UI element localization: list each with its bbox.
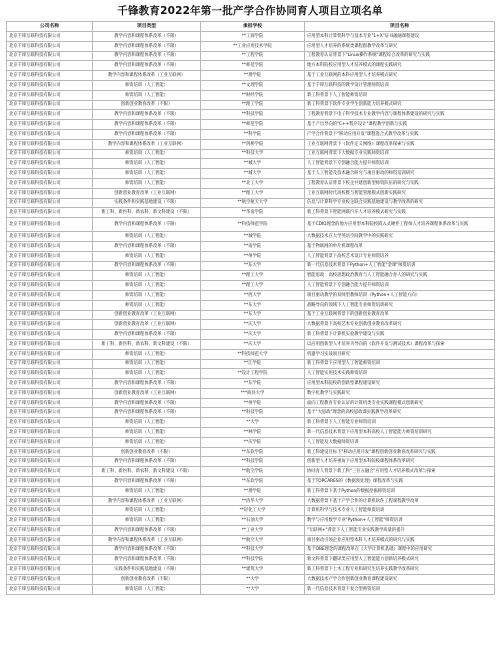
table-cell-company: 北京千锋互联科技有限公司 [7, 457, 93, 467]
table-cell-company: 北京千锋互联科技有限公司 [7, 271, 93, 281]
column-header-project-type: 项目类型 [93, 22, 201, 32]
table-cell-company: 北京千锋互联科技有限公司 [7, 437, 93, 447]
table-cell-project-type: 教学内容和课程体系改革（不限） [93, 61, 201, 71]
table-row [7, 457, 495, 467]
table-row [7, 281, 495, 291]
table-cell-company: 北京千锋互联科技有限公司 [7, 188, 93, 198]
table-cell-project-type: 师资培训（人工智能） [93, 506, 201, 516]
table-cell-project-name: 新一代信息技术背景下应用型本科高校人工智能能力师资培训研究 [305, 428, 495, 438]
table-cell-company: 北京千锋互联科技有限公司 [7, 90, 93, 100]
table-cell-company: 北京千锋互联科技有限公司 [7, 208, 93, 218]
table-cell-school: **工商学院 [201, 32, 305, 42]
table-cell-school: **东软学院 [201, 477, 305, 487]
table-cell-school: **江学院 [201, 359, 305, 369]
table-cell-school: **科技大学 [201, 545, 305, 555]
table-cell-project-name: 新工科背景下土木工程专业和研究生培养实践教学改革研究 [305, 565, 495, 575]
table-cell-project-name: 大数据背景下高校艺术专业创新创业教育改革研究 [305, 320, 495, 330]
table-cell-school: **大学 [201, 418, 305, 428]
table-header-row [7, 22, 495, 32]
table-cell-school: **科技师范大学 [201, 349, 305, 359]
table-row [7, 188, 495, 198]
table-cell-project-type: 教学内容和课程体系改革（工业互联网） [93, 496, 201, 506]
project-table [6, 21, 495, 595]
table-cell-company: 北京千锋互联科技有限公司 [7, 516, 93, 526]
table-cell-company: 北京千锋互联科技有限公司 [7, 496, 93, 506]
table-cell-company: 北京千锋互联科技有限公司 [7, 447, 93, 457]
table-cell-school: **南学院 [201, 241, 305, 251]
table-cell-school: **西大学 [201, 290, 305, 300]
table-cell-project-name: 大数据背景下基于产学合作的计算机软件工程课程教学改革 [305, 496, 495, 506]
table-cell-school: **科技学院 [201, 408, 305, 418]
table-cell-project-name: 工业互联网时代高校暨与智能管理模式创新实践研究 [305, 188, 495, 198]
table-row [7, 526, 495, 536]
table-cell-project-name: 新工科背景下人工智能师资培训 [305, 90, 495, 100]
table-cell-project-name: 新工科背景下应用型人工智能师资培训 [305, 359, 495, 369]
table-cell-project-name: 工程教育认证背景下校企共建创新型师资队伍的研究与实践 [305, 178, 495, 188]
table-cell-project-name: 项目驱动教学的双师型教师培训（Python+人工智能方向） [305, 290, 495, 300]
table-cell-company: 北京千锋互联科技有限公司 [7, 388, 93, 398]
table-cell-project-type: 教学内容和课程体系改革（不限） [93, 41, 201, 51]
table-cell-project-name: 工业互联网背景下大数据专业实践师资培训 [305, 149, 495, 159]
table-cell-company: 北京千锋互联科技有限公司 [7, 218, 93, 232]
table-cell-project-name: 人工智能背景下专创融合能力提升师资培训 [305, 281, 495, 291]
table-cell-company: 北京千锋互联科技有限公司 [7, 61, 93, 71]
table-cell-project-type: 师资培训（人工智能） [93, 349, 201, 359]
table-cell-company: 北京千锋互联科技有限公司 [7, 477, 93, 487]
table-cell-project-name: 基于OBE理念的课程改革在《大学计算机基础》课程中的应用研究 [305, 545, 495, 555]
table-cell-company: 北京千锋互联科技有限公司 [7, 428, 93, 438]
table-cell-project-name: 数学与应用数学专业"Python+人工智能"师资培训 [305, 516, 495, 526]
table-cell-project-type: 师资培训（人工智能） [93, 359, 201, 369]
table-cell-company: 北京千锋互联科技有限公司 [7, 398, 93, 408]
table-row [7, 575, 495, 585]
table-cell-project-type: 教学内容和课程体系改革（不限） [93, 51, 201, 61]
table-cell-project-name: 基于工业互联网的本科应用型人才培养模式研究 [305, 71, 495, 81]
table-cell-project-type: 师资培训（人工智能） [93, 369, 201, 379]
table-row [7, 139, 495, 149]
table-cell-project-type: 教学内容和课程体系改革（不限） [93, 526, 201, 536]
table-row [7, 555, 495, 565]
table-cell-school: **城大学 [201, 169, 305, 179]
table-cell-school: **大学 [201, 584, 305, 594]
table-cell-project-name: 基于产出导向的"C++程序设计"课程教学创新与实践 [305, 120, 495, 130]
table-cell-school: **州学院 [201, 251, 305, 261]
table-cell-company: 北京千锋互联科技有限公司 [7, 506, 93, 516]
table-row [7, 535, 495, 545]
table-cell-company: 北京千锋互联科技有限公司 [7, 300, 93, 310]
table-cell-project-name: 协同育人背景下新工科"三位五融合"应用型人才培养模式改革与探索 [305, 467, 495, 477]
table-row [7, 496, 495, 506]
table-row [7, 251, 495, 261]
table-cell-project-name: 地方本科院校应用型人才培养模式的课程实践研究 [305, 61, 495, 71]
table-cell-company: 北京千锋互联科技有限公司 [7, 139, 93, 149]
table-cell-company: 北京千锋互联科技有限公司 [7, 418, 93, 428]
table-cell-project-name: 面向工程教育专业认证的计算机类专业实践课程模式创新研究 [305, 398, 495, 408]
table-cell-company: 北京千锋互联科技有限公司 [7, 169, 93, 179]
table-row [7, 149, 495, 159]
table-row [7, 241, 495, 251]
table-cell-project-type: 教学内容和课程体系改革（不限） [93, 457, 201, 467]
table-cell-company: 北京千锋互联科技有限公司 [7, 555, 93, 565]
table-cell-company: 北京千锋互联科技有限公司 [7, 584, 93, 594]
table-cell-project-type: 教学内容和课程体系改革（不限） [93, 110, 201, 120]
table-cell-company: 北京千锋互联科技有限公司 [7, 149, 93, 159]
table-cell-school: **建筑大学 [201, 565, 305, 575]
table-cell-project-name: 基于物联网的单片机课程改革 [305, 241, 495, 251]
table-cell-project-type: 教学内容和课程体系改革（不限） [93, 241, 201, 251]
table-cell-project-type: 创新创业教育改革（工业互联网） [93, 388, 201, 398]
table-cell-school: **科学院 [201, 129, 305, 139]
table-cell-company: 北京千锋互联科技有限公司 [7, 51, 93, 61]
table-cell-school: **工程学院 [201, 51, 305, 61]
table-cell-company: 北京千锋互联科技有限公司 [7, 32, 93, 42]
table-cell-project-name: 信息与计算科学专业校企联合实践基地建设与教学改革的研究 [305, 198, 495, 208]
table-cell-school: **科技学院 [201, 457, 305, 467]
table-cell-company: 北京千锋互联科技有限公司 [7, 251, 93, 261]
table-cell-project-type: 新工科、新医科、新农科、新文科建设（不限） [93, 467, 201, 477]
table-cell-project-type: 师资培训（人工智能） [93, 584, 201, 594]
table-row [7, 80, 495, 90]
table-cell-project-type: 师资培训（人工智能） [93, 300, 201, 310]
table-cell-school: **石油大学 [201, 516, 305, 526]
table-cell-project-type: 创新创业教育改革（不限） [93, 575, 201, 585]
table-cell-company: 北京千锋互联科技有限公司 [7, 467, 93, 477]
column-header-school: 承担学校 [201, 22, 305, 32]
table-cell-company: 北京千锋互联科技有限公司 [7, 41, 93, 51]
table-cell-company: 北京千锋互联科技有限公司 [7, 339, 93, 349]
column-header-project-name: 项目名称 [305, 22, 495, 32]
table-cell-project-name: 新工科背景下人工智能专业师资培训 [305, 418, 495, 428]
table-row [7, 369, 495, 379]
table-cell-project-name: 基于工业互联网背景下的创新创业教育改革 [305, 310, 495, 320]
table-row [7, 506, 495, 516]
table-cell-company: 北京千锋互联科技有限公司 [7, 71, 93, 81]
table-cell-project-name: 新文科背景下翻译类应用型人工智能能力创新培养模式研究 [305, 555, 495, 565]
table-cell-company: 北京千锋互联科技有限公司 [7, 232, 93, 242]
table-cell-company: 北京千锋互联科技有限公司 [7, 369, 93, 379]
table-cell-project-type: 教学内容和课程体系改革（不限） [93, 398, 201, 408]
table-cell-school: **科技大学 [201, 149, 305, 159]
table-cell-project-type: 师资培训（人工智能） [93, 428, 201, 438]
table-cell-school: **航空航天大学 [201, 198, 305, 208]
table-cell-project-type: 新工科、新医科、新农科、新文科建设（不限） [93, 208, 201, 218]
table-row [7, 218, 495, 232]
table-cell-company: 北京千锋互联科技有限公司 [7, 545, 93, 555]
table-row [7, 339, 495, 349]
table-cell-school: **理工大学 [201, 188, 305, 198]
table-cell-company: 北京千锋互联科技有限公司 [7, 310, 93, 320]
table-cell-company: 北京千锋互联科技有限公司 [7, 110, 93, 120]
table-cell-school: **东软学院 [201, 447, 305, 457]
table-cell-company: 北京千锋互联科技有限公司 [7, 261, 93, 271]
table-row [7, 516, 495, 526]
table-cell-project-name: 新一代信息技术背景下复合型师资培训 [305, 584, 495, 594]
table-cell-school: **大学 [201, 575, 305, 585]
table-cell-school: **理工大学 [201, 271, 305, 281]
table-row [7, 169, 495, 179]
table-cell-school: **东大学 [201, 300, 305, 310]
table-row [7, 178, 495, 188]
table-cell-project-type: 师资培训（人工智能） [93, 232, 201, 242]
table-cell-school: ***商县大学 [201, 388, 305, 398]
table-cell-project-name: 工程教育认证背景下"Linux操作系统"课程综合改革的研究与实践 [305, 51, 495, 61]
table-cell-project-name: 新工科背景下软件专业学生创新能力培养模式研究 [305, 100, 495, 110]
table-cell-project-name: 以应用创新型人才培养为导向的《软件开发与测试技术》课程改革与探索 [305, 339, 495, 349]
table-row [7, 418, 495, 428]
table-cell-project-name: 人工智能实用技术实践师资培训 [305, 369, 495, 379]
table-cell-school: **庆大学 [201, 330, 305, 340]
table-row [7, 408, 495, 418]
table-row [7, 290, 495, 300]
table-cell-school: **工业大学 [201, 526, 305, 536]
table-row [7, 349, 495, 359]
table-cell-project-name: 新一代信息技术背景下Python+人工智能"金课"师资培训 [305, 261, 495, 271]
table-row [7, 129, 495, 139]
table-cell-school: **轻化工大学 [201, 506, 305, 516]
table-cell-project-type: 师资培训（人工智能） [93, 159, 201, 169]
table-cell-project-name: 新工科建设目标下"移动应用开发"课程创新创业教育改革研究与实践 [305, 447, 495, 457]
table-row [7, 330, 495, 340]
table-cell-project-name: 计算机科学与技术专业人工智能师资培训 [305, 506, 495, 516]
table-cell-project-type: 师资培训（人工智能） [93, 90, 201, 100]
table-cell-project-name: 新工科背景下基于Python的数据挖掘师资培训 [305, 486, 495, 496]
table-row [7, 388, 495, 398]
table-row [7, 90, 495, 100]
table-cell-project-name: 项目驱动引领企业应用型本科人才培养模式的研究与实践 [305, 535, 495, 545]
table-cell-school: **理工学院 [201, 100, 305, 110]
table-cell-school: **财经学院 [201, 90, 305, 100]
table-row [7, 61, 495, 71]
table-cell-project-type: 教学内容和课程体系改革（不限） [93, 129, 201, 139]
table-cell-school: **庆大学 [201, 320, 305, 330]
table-row [7, 545, 495, 555]
table-row [7, 232, 495, 242]
table-row [7, 310, 495, 320]
table-cell-company: 北京千锋互联科技有限公司 [7, 379, 93, 389]
table-cell-school: **剑桥学院 [201, 139, 305, 149]
table-cell-school: **工业应用技术学院 [201, 41, 305, 51]
table-cell-project-name: 基于"大思政"理念的高校思政课实践教学改革研究 [305, 408, 495, 418]
table-cell-project-name: "互联网+"背景下人工智能专业实践教学质量的提升 [305, 526, 495, 536]
table-cell-project-type: 教学内容和课程体系改革（不限） [93, 379, 201, 389]
table-cell-project-name: 大数据技术产学合作创新创业教育课程建设研究 [305, 575, 495, 585]
table-cell-company: 北京千锋互联科技有限公司 [7, 535, 93, 545]
table-cell-project-type: 教学内容和课程体系改革（不限） [93, 545, 201, 555]
table-row [7, 110, 495, 120]
table-cell-school: **理学院 [201, 486, 305, 496]
table-cell-company: 北京千锋互联科技有限公司 [7, 159, 93, 169]
table-cell-school: **设计工程学院 [201, 369, 305, 379]
table-cell-project-name: 应用型人才培养的系统类课程群教学改革与研究 [305, 41, 495, 51]
table-cell-project-type: 教学内容和课程体系改革（不限） [93, 218, 201, 232]
table-row [7, 271, 495, 281]
table-cell-project-type: 师资培训（人工智能） [93, 290, 201, 300]
table-cell-company: 北京千锋互联科技有限公司 [7, 290, 93, 300]
table-cell-project-type: 实践条件和实践基地建设（不限） [93, 198, 201, 208]
table-cell-school: **庆学院 [201, 437, 305, 447]
table-cell-project-type: 师资培训（人工智能） [93, 437, 201, 447]
table-cell-project-type: 师资培训（人工智能） [93, 149, 201, 159]
table-cell-project-name: 应用型本科院校的创新型课程建设研究 [305, 379, 495, 389]
table-cell-school: **科技学院 [201, 555, 305, 565]
table-cell-company: 北京千锋互联科技有限公司 [7, 408, 93, 418]
table-row [7, 467, 495, 477]
table-cell-project-type: 教学内容和课程体系改革（工业互联网） [93, 139, 201, 149]
table-cell-company: 北京千锋互联科技有限公司 [7, 80, 93, 90]
table-row [7, 300, 495, 310]
table-cell-company: 北京千锋互联科技有限公司 [7, 359, 93, 369]
table-cell-company: 北京千锋互联科技有限公司 [7, 349, 93, 359]
table-cell-company: 北京千锋互联科技有限公司 [7, 281, 93, 291]
table-cell-project-name: 基于千锋互联科技的教学设计管理师资培训 [305, 80, 495, 90]
table-cell-project-name: 新工科背景下计算机实验教学建设与实践 [305, 330, 495, 340]
table-cell-company: 北京千锋互联科技有限公司 [7, 526, 93, 536]
table-cell-company: 北京千锋互联科技有限公司 [7, 575, 93, 585]
table-cell-project-type: 教学内容和课程体系改革（不限） [93, 408, 201, 418]
table-cell-school: **文理学院 [201, 80, 305, 90]
table-row [7, 100, 495, 110]
table-cell-company: 北京千锋互联科技有限公司 [7, 486, 93, 496]
table-cell-school: **科技师范学院 [201, 218, 305, 232]
table-cell-project-name: 工程教育背景下电子科学技术专业教学内容与课程体系建设的研究与实践 [305, 110, 495, 120]
table-cell-project-type: 教学内容和课程体系改革（不限） [93, 32, 201, 42]
table-cell-project-type: 创新创业教育改革（不限） [93, 447, 201, 457]
table-row [7, 71, 495, 81]
table-cell-project-type: 教学内容和课程体系改革（工业互联网） [93, 71, 201, 81]
table-cell-school: **理学院 [201, 71, 305, 81]
table-row [7, 51, 495, 61]
table-cell-school: **航空学院 [201, 467, 305, 477]
table-cell-school: **城学院 [201, 232, 305, 242]
table-cell-project-name: 人工智能及大数据师资培训 [305, 437, 495, 447]
table-cell-school: **东大学 [201, 261, 305, 271]
table-cell-company: 北京千锋互联科技有限公司 [7, 129, 93, 139]
table-cell-project-type: 师资培训（人工智能） [93, 516, 201, 526]
table-cell-project-name: 产学合作背景下"移动应用开发"课程混合式教学改革与实践 [305, 129, 495, 139]
table-cell-project-name: 工业互联网背景下《软件定义网络》课程改革探索与实践 [305, 139, 495, 149]
table-cell-project-name: 基于CDIO理念的地方应用型本科院校嵌入式硬件工程师人才培养课程体系改革与实践 [305, 218, 495, 232]
table-cell-project-type: 教学内容和课程体系改革（不限） [93, 555, 201, 565]
table-cell-school: **华南学院 [201, 208, 305, 218]
column-header-company: 公司名称 [7, 22, 93, 32]
table-row [7, 379, 495, 389]
table-row [7, 120, 495, 130]
table-cell-project-type: 创新创业教育改革（工业互联网） [93, 188, 201, 198]
table-row [7, 437, 495, 447]
table-cell-project-type: 教学内容和课程体系改革（不限） [93, 330, 201, 340]
table-cell-school: **庆大学 [201, 339, 305, 349]
table-cell-project-name: 智能思政：高校思想政治教育与人工智能融合育人的研究与实践 [305, 271, 495, 281]
table-cell-project-type: 创新创业教育改革（工业互联网） [93, 320, 201, 330]
table-cell-project-name: 创新型人才培养视角下应用型本科院校课程体系改革研究 [305, 457, 495, 467]
table-cell-school: **东大学 [201, 310, 305, 320]
table-cell-school: **州学院 [201, 398, 305, 408]
table-row [7, 208, 495, 218]
table-row [7, 398, 495, 408]
table-row [7, 320, 495, 330]
table-cell-company: 北京千锋互联科技有限公司 [7, 120, 93, 130]
table-cell-company: 北京千锋互联科技有限公司 [7, 241, 93, 251]
table-cell-project-name: 战略导向的领域下人工智能专业师资培训研究 [305, 300, 495, 310]
table-cell-project-name: 机器学习实战项目研究 [305, 349, 495, 359]
table-cell-company: 北京千锋互联科技有限公司 [7, 178, 93, 188]
table-cell-project-type: 教学内容和课程体系改革（不限） [93, 120, 201, 130]
table-cell-school: **理工大学 [201, 281, 305, 291]
table-cell-school: **林学院 [201, 428, 305, 438]
table-row [7, 159, 495, 169]
table-cell-school: **航空大学 [201, 535, 305, 545]
table-row [7, 447, 495, 457]
table-cell-project-name: 大数据技术在大学英语空间教学中的实践研究 [305, 232, 495, 242]
table-cell-project-type: 教学内容和课程体系改革（不限） [93, 261, 201, 271]
table-cell-project-type: 师资培训（人工智能） [93, 271, 201, 281]
table-row [7, 584, 495, 594]
table-cell-project-type: 教学内容和课程体系改革（不限） [93, 477, 201, 487]
table-cell-project-type: 创新创业教育改革（不限） [93, 100, 201, 110]
table-row [7, 198, 495, 208]
table-cell-project-type: 师资培训（人工智能） [93, 251, 201, 261]
table-row [7, 261, 495, 271]
table-cell-project-name: 人工智能背景下高校艺术设计专业师资培养 [305, 251, 495, 261]
table-cell-school: **东学院 [201, 379, 305, 389]
table-cell-project-name: 数字化教学与实践研究 [305, 388, 495, 398]
table-cell-project-type: 师资培训（人工智能） [93, 80, 201, 90]
table-row [7, 359, 495, 369]
table-cell-project-name: 新工科背景下智能网联汽车人才培养模式研究与实践 [305, 208, 495, 218]
table-cell-school: **科技学院 [201, 110, 305, 120]
table-cell-project-type: 师资培训（人工智能） [93, 418, 201, 428]
table-row [7, 41, 495, 51]
table-cell-project-type: 实践条件和实践基地建设（不限） [93, 565, 201, 575]
table-row [7, 428, 495, 438]
table-cell-company: 北京千锋互联科技有限公司 [7, 198, 93, 208]
table-row [7, 486, 495, 496]
table-cell-school: **城大学 [201, 159, 305, 169]
table-cell-project-name: 基于TOPCARES的《数据预处理》课程改革与实践 [305, 477, 495, 487]
table-cell-project-type: 师资培训（人工智能） [93, 281, 201, 291]
table-cell-company: 北京千锋互联科技有限公司 [7, 330, 93, 340]
table-cell-company: 北京千锋互联科技有限公司 [7, 100, 93, 110]
table-cell-company: 北京千锋互联科技有限公司 [7, 320, 93, 330]
table-cell-project-type: 新工科、新医科、新农科、新文科建设（不限） [93, 339, 201, 349]
document-title: 千锋教育2022年第一批产学合作协同育人项目立项名单 [117, 5, 383, 17]
table-cell-project-name: 基于人工智能及技术融合研究与项目驱动的师资培训研究 [305, 169, 495, 179]
table-cell-school: **清华大学 [201, 496, 305, 506]
table-cell-project-type: 创新创业教育改革（工业互联网） [93, 310, 201, 320]
table-cell-project-name: 人工智能背景下专创融合能力提升师资培训 [305, 159, 495, 169]
table-cell-school: **师范学院 [201, 61, 305, 71]
table-cell-school: **师范学院 [201, 120, 305, 130]
table-cell-project-type: 教学内容和课程体系改革（工业互联网） [93, 535, 201, 545]
table-row [7, 32, 495, 42]
table-cell-school: **北工大学 [201, 178, 305, 188]
table-cell-project-type: 师资培训（人工智能） [93, 169, 201, 179]
table-cell-project-type: 师资培训（人工智能） [93, 486, 201, 496]
table-row [7, 565, 495, 575]
table-cell-project-type: 师资培训（人工智能） [93, 178, 201, 188]
table-cell-company: 北京千锋互联科技有限公司 [7, 565, 93, 575]
table-cell-project-name: 应用型本科计算机科学与技术专业"1+X"证书融通课程建设 [305, 32, 495, 42]
table-row [7, 477, 495, 487]
